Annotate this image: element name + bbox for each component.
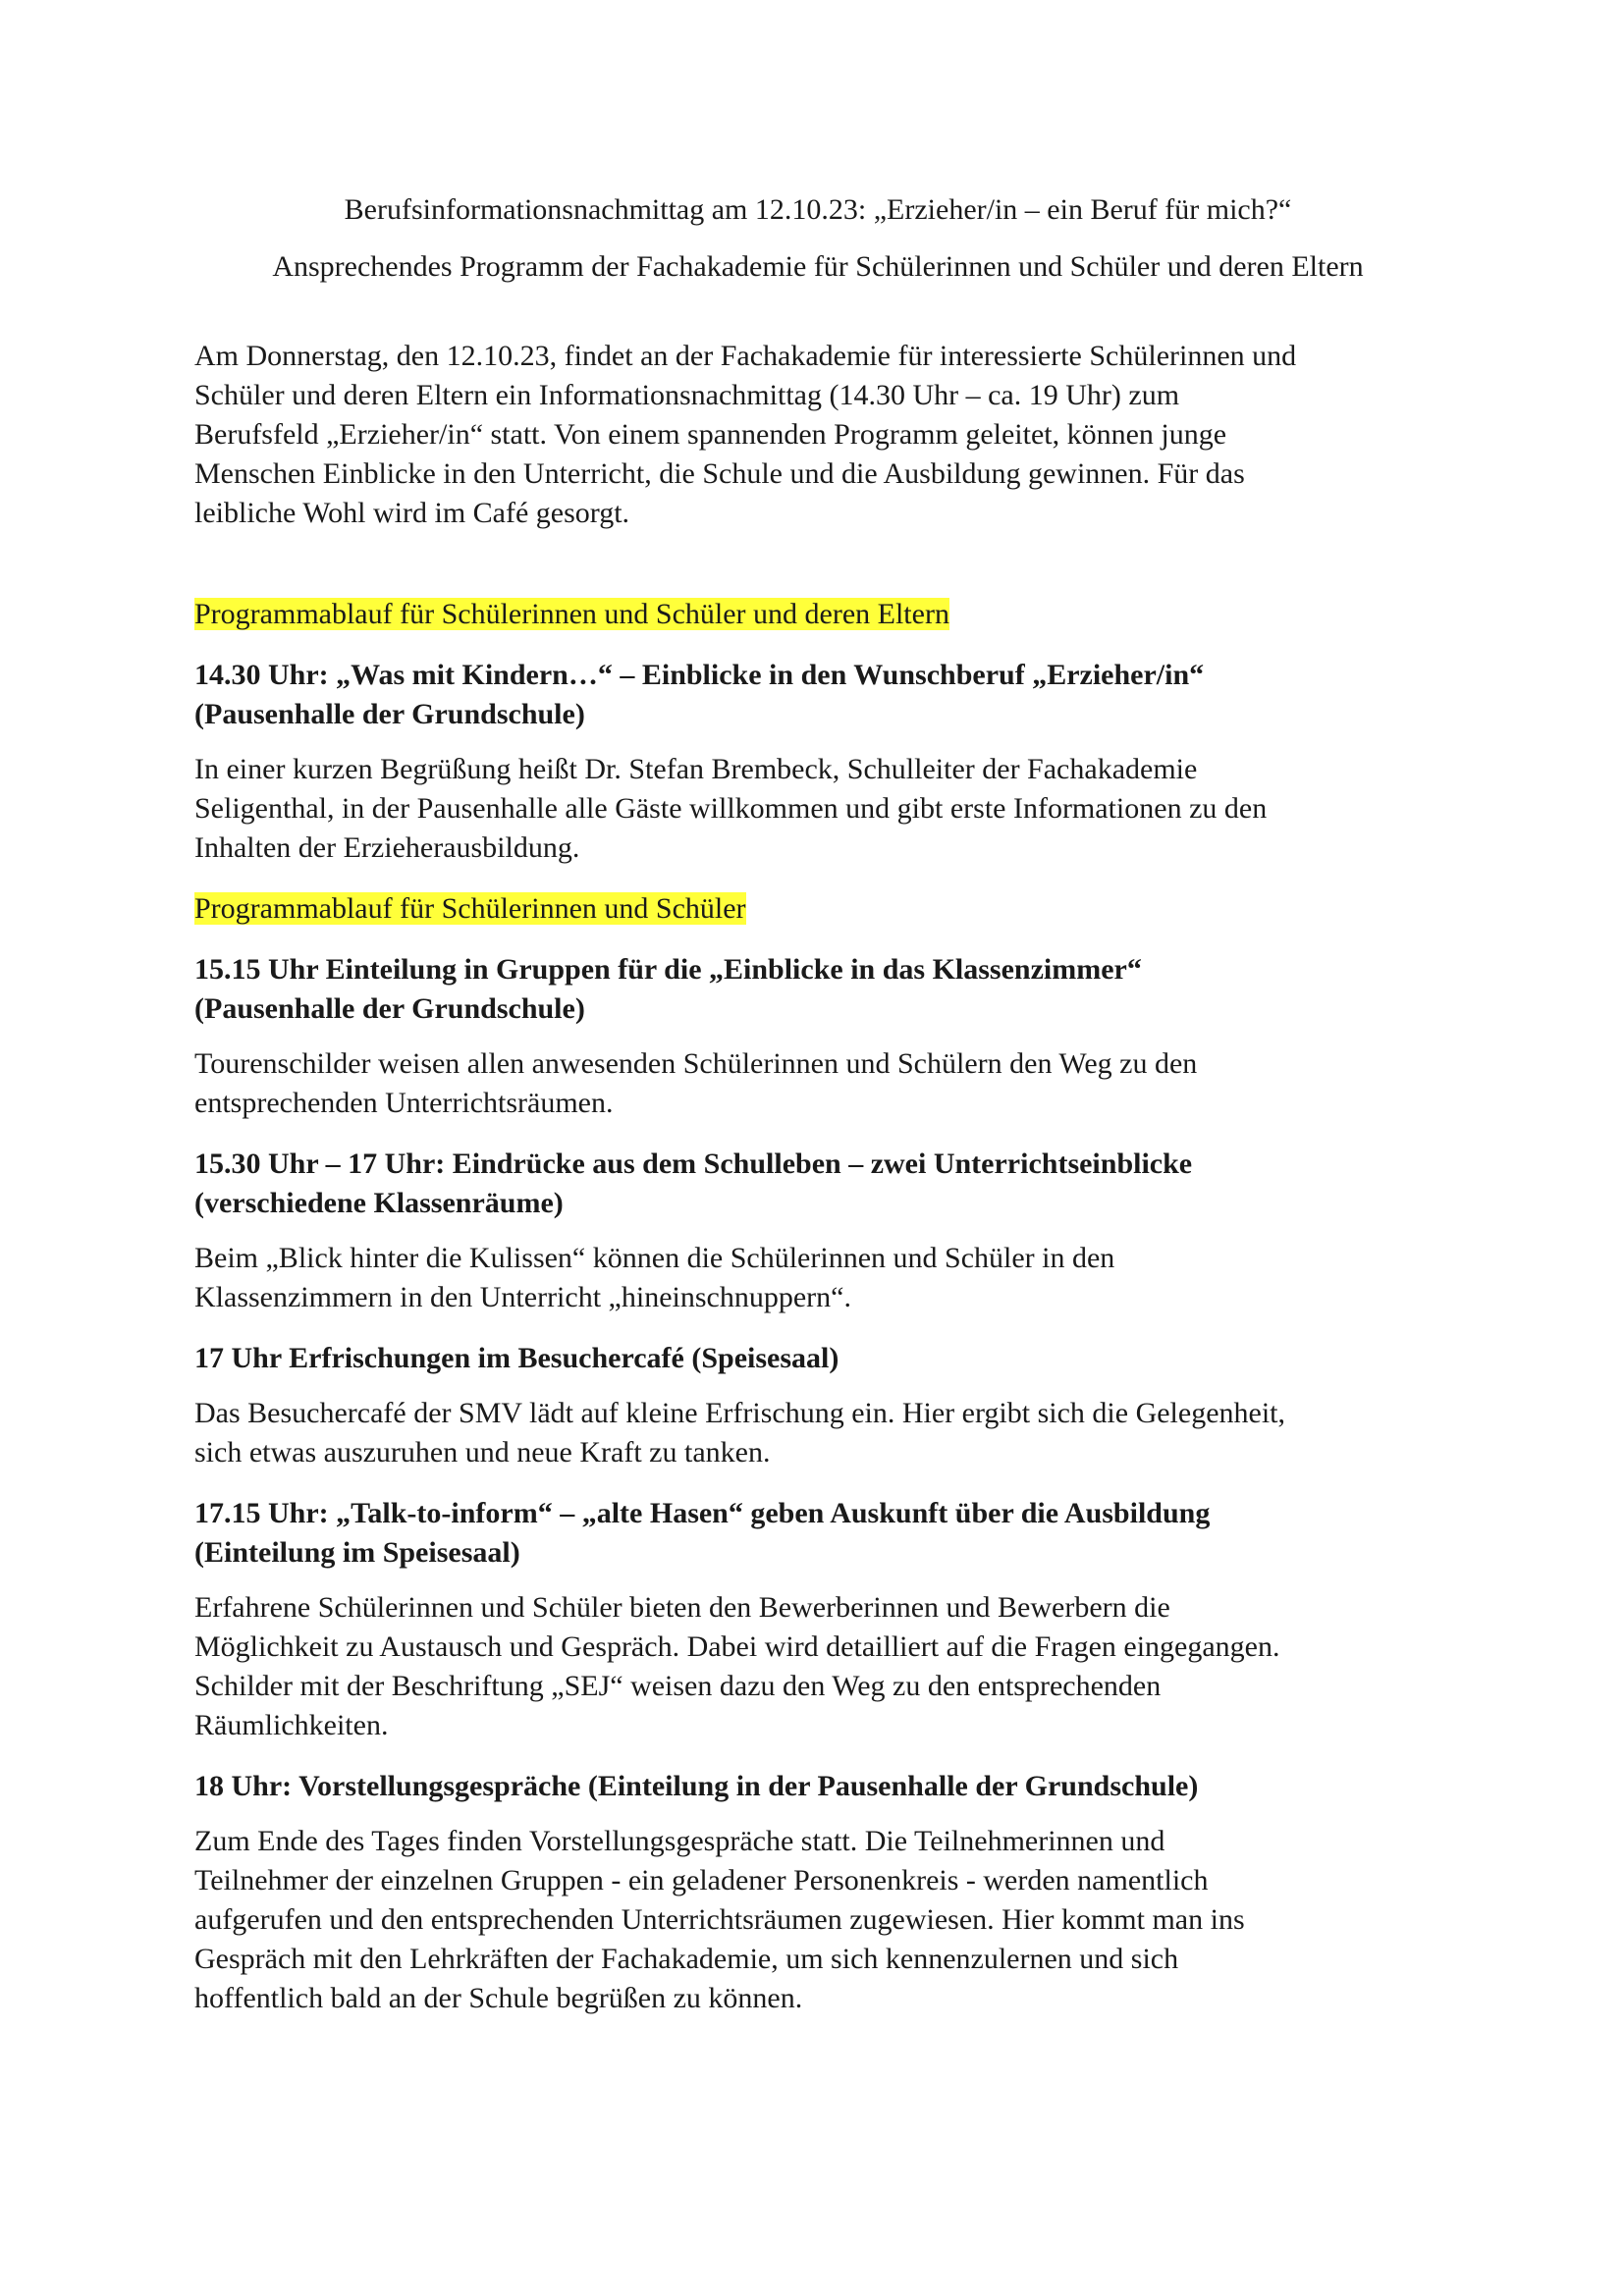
body-line: Gespräch mit den Lehrkräften der Fachakademie, um sich kennenzulernen und sich [194, 1943, 1179, 1975]
section-body [194, 1588, 1441, 1745]
intro-line: leibliche Wohl wird im Café gesorgt. [194, 497, 630, 529]
body-line: Zum Ende des Tages finden Vorstellungsgespräche statt. Die Teilnehmerinnen und [194, 1825, 1165, 1857]
body-line: Tourenschilder weisen allen anwesenden Schülerinnen und Schülern den Weg zu den [194, 1047, 1198, 1080]
heading-line: 15.15 Uhr Einteilung in Gruppen für die „Einblicke in das Klassenzimmer“ [194, 953, 1142, 986]
section-heading [194, 1494, 1441, 1573]
body-line: Inhalten der Erzieherausbildung. [194, 831, 580, 864]
intro-line: Berufsfeld „Erzieher/in“ statt. Von einem spannenden Programm geleitet, können junge [194, 418, 1227, 451]
body-line: In einer kurzen Begrüßung heißt Dr. Stefan Brembeck, Schulleiter der Fachakademie [194, 753, 1198, 785]
document-page [194, 191, 1441, 2040]
heading-line: (verschiedene Klassenräume) [194, 1187, 564, 1219]
program-section [194, 1339, 1441, 1472]
body-line: entsprechenden Unterrichtsräumen. [194, 1087, 614, 1119]
section-body [194, 1822, 1441, 2018]
intro-paragraph [194, 337, 1441, 533]
highlight-text: Programmablauf für Schülerinnen und Schüler und deren Eltern [194, 598, 949, 630]
body-line: Erfahrene Schülerinnen und Schüler bieten den Bewerberinnen und Bewerbern die [194, 1591, 1170, 1624]
program-section [194, 656, 1441, 868]
heading-line: 17.15 Uhr: „Talk-to-inform“ – „alte Hasen“ geben Auskunft über die Ausbildung [194, 1497, 1211, 1529]
body-line: Möglichkeit zu Austausch und Gespräch. Dabei wird detailliert auf die Fragen eingegangen. [194, 1630, 1280, 1663]
heading-line: 17 Uhr Erfrischungen im Besuchercafé (Speisesaal) [194, 1342, 839, 1374]
section-body [194, 750, 1441, 868]
heading-line: 18 Uhr: Vorstellungsgespräche (Einteilung in der Pausenhalle der Grundschule) [194, 1770, 1199, 1802]
body-line: Teilnehmer der einzelnen Gruppen - ein geladener Personenkreis - werden namentlich [194, 1864, 1209, 1896]
highlight-text: Programmablauf für Schülerinnen und Schüler [194, 892, 746, 925]
document-title: Berufsinformationsnachmittag am 12.10.23: „Erzieher/in – ein Beruf für mich?“ [344, 193, 1292, 226]
heading-line: 15.30 Uhr – 17 Uhr: Eindrücke aus dem Schulleben – zwei Unterrichtseinblicke [194, 1148, 1193, 1180]
highlight-heading-students [194, 889, 1441, 929]
body-line: Klassenzimmern in den Unterricht „hineinschnuppern“. [194, 1281, 851, 1313]
intro-line: Schüler und deren Eltern ein Informationsnachmittag (14.30 Uhr – ca. 19 Uhr) zum [194, 379, 1180, 411]
intro-line: Menschen Einblicke in den Unterricht, die Schule und die Ausbildung gewinnen. Für das [194, 457, 1245, 490]
body-line: sich etwas auszuruhen und neue Kraft zu tanken. [194, 1436, 771, 1468]
heading-line: (Pausenhalle der Grundschule) [194, 698, 585, 730]
body-line: hoffentlich bald an der Schule begrüßen zu können. [194, 1982, 803, 2014]
body-line: Schilder mit der Beschriftung „SEJ“ weisen dazu den Weg zu den entsprechenden [194, 1670, 1162, 1702]
program-section [194, 1494, 1441, 1745]
intro-line: Am Donnerstag, den 12.10.23, findet an der Fachakademie für interessierte Schülerinnen und [194, 340, 1297, 372]
program-section [194, 1767, 1441, 2018]
body-line: Das Besuchercafé der SMV lädt auf kleine Erfrischung ein. Hier ergibt sich die Gelegenheit, [194, 1397, 1286, 1429]
section-heading [194, 1145, 1441, 1223]
section-heading [194, 1339, 1441, 1378]
section-heading [194, 950, 1441, 1029]
program-section [194, 950, 1441, 1123]
section-body [194, 1044, 1441, 1123]
document-subtitle: Ansprechendes Programm der Fachakademie für Schülerinnen und Schüler und deren Eltern [272, 250, 1364, 283]
program-section [194, 1145, 1441, 1317]
heading-line: (Einteilung im Speisesaal) [194, 1536, 520, 1569]
body-line: aufgerufen und den entsprechenden Unterrichtsräumen zugewiesen. Hier kommt man ins [194, 1903, 1245, 1936]
highlight-heading-all [194, 595, 1441, 634]
heading-line: 14.30 Uhr: „Was mit Kindern…“ – Einblicke in den Wunschberuf „Erzieher/in“ [194, 659, 1205, 691]
section-body [194, 1239, 1441, 1317]
body-line: Räumlichkeiten. [194, 1709, 389, 1741]
section-heading [194, 1767, 1441, 1806]
section-heading [194, 656, 1441, 734]
body-line: Seligenthal, in der Pausenhalle alle Gäste willkommen und gibt erste Informationen zu den [194, 792, 1268, 825]
section-body [194, 1394, 1441, 1472]
heading-line: (Pausenhalle der Grundschule) [194, 992, 585, 1025]
body-line: Beim „Blick hinter die Kulissen“ können die Schülerinnen und Schüler in den [194, 1242, 1115, 1274]
